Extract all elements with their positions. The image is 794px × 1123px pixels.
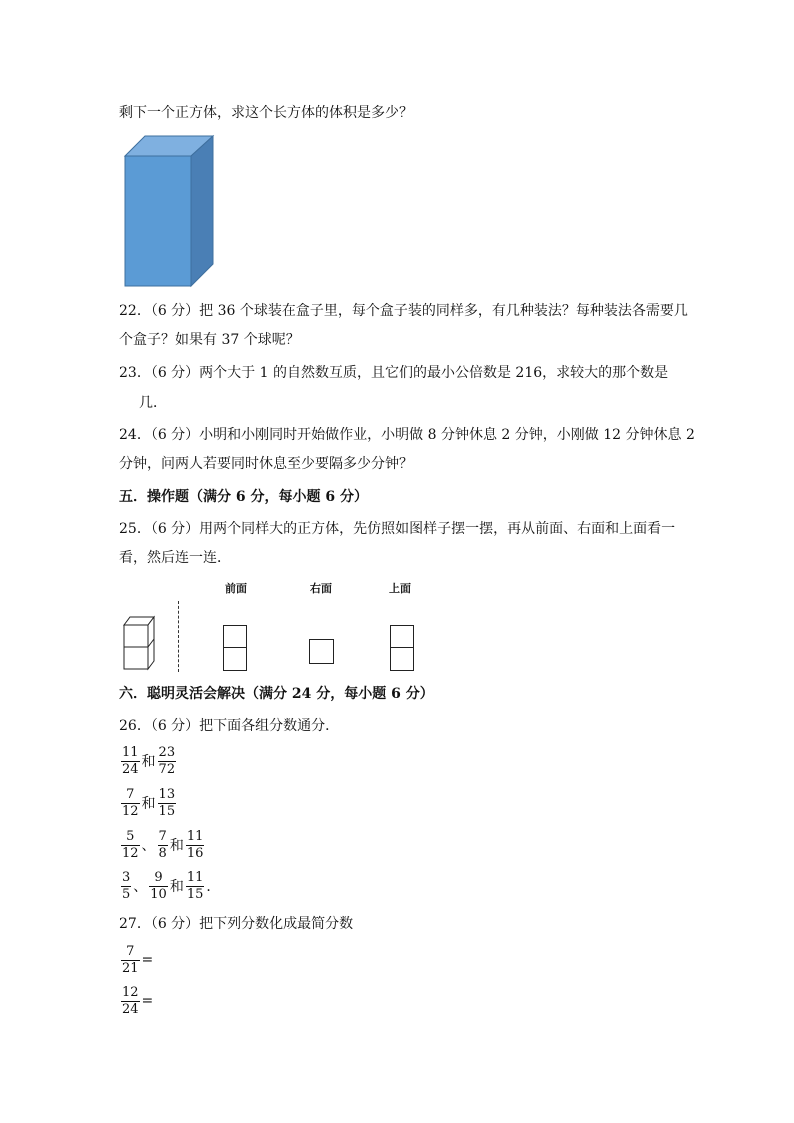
question-27-title: 27．（6 分）把下列分数化成最简分数	[119, 916, 354, 932]
question-26-title: 26．（6 分）把下面各组分数通分．	[119, 718, 340, 734]
conjunction-text: 和	[169, 879, 184, 895]
fraction-numerator: 12	[122, 984, 139, 1000]
fraction-numerator: 11	[186, 828, 204, 844]
fraction	[121, 745, 140, 778]
conjunction-text: 、	[133, 879, 148, 895]
fraction-denominator: 72	[158, 761, 176, 777]
fraction-denominator: 24	[122, 1001, 139, 1017]
fraction	[121, 944, 140, 977]
fraction-numerator: 23	[158, 744, 176, 760]
fraction-denominator: 5	[122, 886, 131, 902]
fraction	[121, 787, 140, 820]
fraction-numerator: 9	[154, 869, 163, 885]
fraction	[121, 870, 131, 903]
q27-row-1	[120, 940, 154, 980]
top-view-top-square	[390, 625, 414, 649]
fraction	[158, 787, 177, 820]
fraction	[121, 829, 140, 862]
fraction-numerator: 7	[158, 828, 167, 844]
right-view-square	[309, 639, 334, 664]
q26-row-2	[120, 783, 177, 823]
label-right: 右面	[310, 582, 332, 595]
fraction-denominator: 12	[122, 845, 139, 861]
top-view-bottom-square	[390, 647, 414, 671]
q26-row-3	[120, 825, 205, 865]
front-view-top-square	[223, 625, 247, 649]
section-5-title: 五．操作题（满分 6 分，每小题 6 分）	[119, 489, 368, 505]
question-21-tail: 剩下一个正方体，求这个长方体的体积是多少？	[119, 105, 413, 121]
question-23-line2: 几．	[139, 395, 167, 411]
conjunction-text: 、	[141, 838, 156, 854]
fraction-numerator: 7	[126, 943, 135, 959]
conjunction-text: =	[141, 993, 154, 1009]
fraction-numerator: 11	[186, 869, 204, 885]
fraction	[186, 829, 205, 862]
fraction-denominator: 16	[186, 845, 204, 861]
stacked-cubes-figure	[120, 611, 160, 673]
conjunction-text: ．	[206, 879, 221, 895]
conjunction-text: 和	[169, 838, 184, 854]
fraction-denominator: 21	[122, 960, 139, 976]
fraction	[121, 985, 140, 1018]
cuboid-figure	[120, 132, 216, 288]
conjunction-text: 和	[141, 754, 156, 770]
question-24-line2: 分钟，问两人若要同时休息至少要隔多少分钟？	[119, 456, 413, 472]
q26-row-4	[120, 866, 221, 906]
fraction-denominator: 24	[122, 761, 139, 777]
section-6-title: 六．聪明灵活会解决（满分 24 分，每小题 6 分）	[119, 686, 434, 702]
fraction-denominator: 15	[158, 803, 176, 819]
fraction	[149, 870, 168, 903]
fraction-denominator: 12	[122, 803, 139, 819]
conjunction-text: 和	[141, 796, 156, 812]
fraction-numerator: 13	[158, 786, 176, 802]
fraction-denominator: 8	[158, 845, 167, 861]
fraction-denominator: 15	[186, 886, 204, 902]
q27-row-2	[120, 981, 154, 1021]
question-23-line1: 23．（6 分）两个大于 1 的自然数互质，且它们的最小公倍数是 216，求较大的那个数是	[119, 365, 669, 381]
label-top: 上面	[389, 582, 411, 595]
fraction	[158, 745, 177, 778]
question-25-line2: 看，然后连一连．	[119, 550, 231, 566]
question-22-line2: 个盒子？如果有 37 个球呢？	[119, 332, 300, 348]
conjunction-text: =	[141, 952, 154, 968]
question-22-line1: 22．（6 分）把 36 个球装在盒子里，每个盒子装的同样多，有几种装法？每种装法各需要几	[119, 303, 688, 319]
fraction	[158, 829, 168, 862]
fraction-numerator: 7	[126, 786, 135, 802]
fraction-denominator: 10	[150, 886, 167, 902]
fraction-numerator: 11	[122, 744, 139, 760]
label-front: 前面	[225, 582, 247, 595]
front-view-bottom-square	[223, 647, 247, 671]
q26-row-1	[120, 741, 177, 781]
fraction-numerator: 3	[122, 869, 131, 885]
divider-dashed-line	[178, 601, 179, 672]
question-25-line1: 25．（6 分）用两个同样大的正方体，先仿照如图样子摆一摆，再从前面、右面和上面看一	[119, 521, 676, 537]
question-24-line1: 24．（6 分）小明和小刚同时开始做作业，小明做 8 分钟休息 2 分钟，小刚做 12 分钟休息 2	[119, 427, 695, 443]
fraction	[186, 870, 205, 903]
fraction-numerator: 5	[126, 828, 135, 844]
